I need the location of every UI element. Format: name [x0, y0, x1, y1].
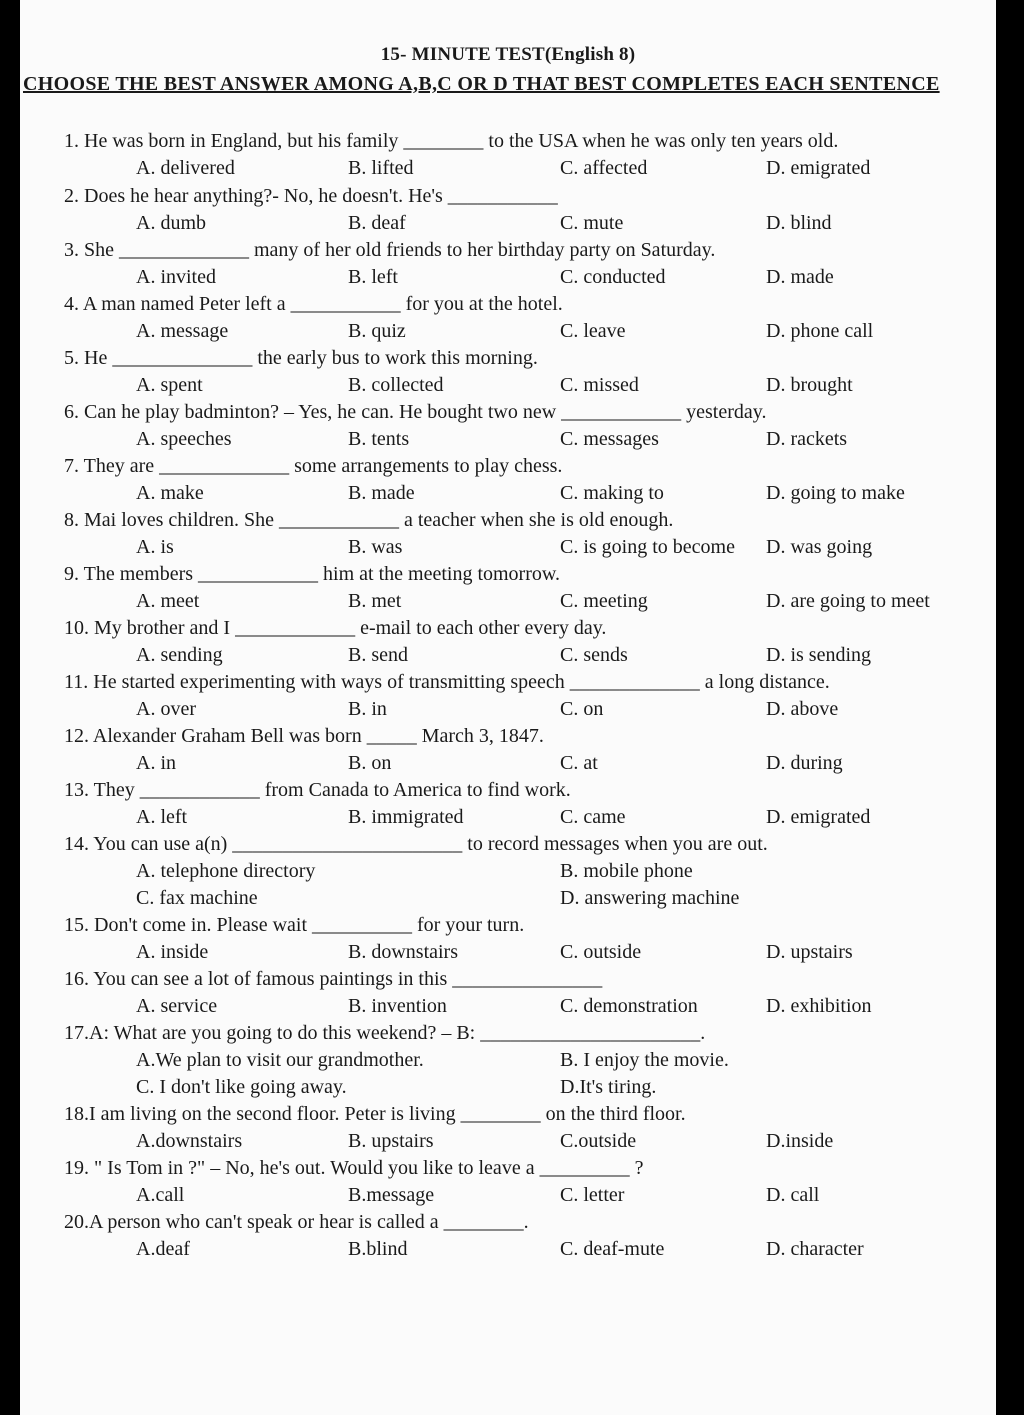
option-b[interactable]: B. was — [348, 536, 403, 558]
option-b[interactable]: B. in — [348, 698, 387, 720]
option-b[interactable]: B. immigrated — [348, 806, 464, 828]
options-row — [20, 1047, 996, 1074]
option-a[interactable]: A. service — [136, 995, 218, 1017]
option-a[interactable]: A.downstairs — [136, 1130, 243, 1152]
option-b[interactable]: B. quiz — [348, 320, 406, 342]
option-c[interactable]: C. mute — [560, 212, 624, 234]
options-row — [20, 1128, 996, 1155]
option-b[interactable]: B. mobile phone — [560, 860, 693, 882]
test-title: 15- MINUTE TEST(English 8) — [380, 44, 636, 65]
option-d[interactable]: D. made — [766, 266, 834, 288]
option-c[interactable]: C. fax machine — [136, 887, 258, 909]
instruction-heading: CHOOSE THE BEST ANSWER AMONG A,B,C OR D THAT BEST COMPLETES EACH SENTENCE — [23, 73, 940, 95]
option-d[interactable]: D. blind — [766, 212, 832, 234]
option-d[interactable]: D.inside — [766, 1130, 834, 1152]
question-stem: 5. He ______________ the early bus to work this morning. — [64, 347, 538, 369]
question-stem: 12. Alexander Graham Bell was born _____ March 3, 1847. — [64, 725, 544, 747]
option-c[interactable]: C. demonstration — [560, 995, 698, 1017]
question-stem: 8. Mai loves children. She ____________ a teacher when she is old enough. — [64, 509, 674, 531]
option-b[interactable]: B. invention — [348, 995, 447, 1017]
options-row — [20, 1182, 996, 1209]
options-row — [20, 426, 996, 453]
option-a[interactable]: A. left — [136, 806, 188, 828]
question-stem: 14. You can use a(n) _______________________ to record messages when you are out. — [64, 833, 768, 855]
option-a[interactable]: A. dumb — [136, 212, 206, 234]
option-c[interactable]: C. on — [560, 698, 604, 720]
option-b[interactable]: B. left — [348, 266, 398, 288]
question-stem: 11. He started experimenting with ways of transmitting speech _____________ a long distance. — [64, 671, 830, 693]
option-b[interactable]: B. met — [348, 590, 402, 612]
options-row — [20, 939, 996, 966]
option-a[interactable]: A.deaf — [136, 1238, 190, 1260]
question-stem: 9. The members ____________ him at the meeting tomorrow. — [64, 563, 561, 585]
option-d[interactable]: D. upstairs — [766, 941, 853, 963]
option-d[interactable]: D. was going — [766, 536, 873, 558]
question-stem: 16. You can see a lot of famous paintings in this _______________ — [64, 968, 603, 990]
options-row — [20, 372, 996, 399]
option-d[interactable]: D. rackets — [766, 428, 848, 450]
option-d[interactable]: D. during — [766, 752, 843, 774]
question-stem: 20.A person who can't speak or hear is called a ________. — [64, 1211, 529, 1233]
option-a[interactable]: A. telephone directory — [136, 860, 316, 882]
option-c[interactable]: C. affected — [560, 157, 648, 179]
question-stem: 2. Does he hear anything?- No, he doesn't. He's ___________ — [64, 185, 558, 207]
option-c[interactable]: C. I don't like going away. — [136, 1076, 347, 1098]
option-c[interactable]: C. deaf-mute — [560, 1238, 665, 1260]
options-row — [20, 858, 996, 885]
option-a[interactable]: A. over — [136, 698, 196, 720]
question-stem: 3. She _____________ many of her old friends to her birthday party on Saturday. — [64, 239, 716, 261]
option-b[interactable]: B. send — [348, 644, 408, 666]
option-a[interactable]: A. is — [136, 536, 174, 558]
options-row — [20, 885, 996, 912]
question-stem: 7. They are _____________ some arrangements to play chess. — [64, 455, 563, 477]
option-c[interactable]: C. conducted — [560, 266, 666, 288]
option-d[interactable]: D.It's tiring. — [560, 1076, 657, 1098]
option-b[interactable]: B. I enjoy the movie. — [560, 1049, 729, 1071]
option-b[interactable]: B.blind — [348, 1238, 408, 1260]
option-b[interactable]: B. deaf — [348, 212, 406, 234]
option-a[interactable]: A.We plan to visit our grandmother. — [136, 1049, 424, 1071]
option-b[interactable]: B. downstairs — [348, 941, 458, 963]
option-c[interactable]: C. letter — [560, 1184, 625, 1206]
option-a[interactable]: A. message — [136, 320, 229, 342]
option-a[interactable]: A. delivered — [136, 157, 235, 179]
option-c[interactable]: C. at — [560, 752, 598, 774]
options-row — [20, 804, 996, 831]
question-stem: 19. " Is Tom in ?" – No, he's out. Would you like to leave a _________ ? — [64, 1157, 644, 1179]
option-d[interactable]: D. brought — [766, 374, 853, 396]
options-row — [20, 210, 996, 237]
option-d[interactable]: D. phone call — [766, 320, 874, 342]
question-stem: 1. He was born in England, but his family ________ to the USA when he was only ten years old. — [64, 130, 839, 152]
question-stem: 4. A man named Peter left a ___________ for you at the hotel. — [64, 293, 563, 315]
options-row — [20, 993, 996, 1020]
option-c[interactable]: C.outside — [560, 1130, 637, 1152]
option-d[interactable]: D. exhibition — [766, 995, 872, 1017]
option-d[interactable]: D. call — [766, 1184, 820, 1206]
option-d[interactable]: D. emigrated — [766, 157, 871, 179]
option-a[interactable]: A. make — [136, 482, 204, 504]
question-stem: 18.I am living on the second floor. Peter is living ________ on the third floor. — [64, 1103, 686, 1125]
option-a[interactable]: A. meet — [136, 590, 200, 612]
question-stem: 10. My brother and I ____________ e-mail to each other every day. — [64, 617, 607, 639]
option-b[interactable]: B. lifted — [348, 157, 414, 179]
option-a[interactable]: A.call — [136, 1184, 185, 1206]
options-row — [20, 1236, 996, 1263]
option-c[interactable]: C. outside — [560, 941, 642, 963]
options-row — [20, 264, 996, 291]
option-b[interactable]: B. tents — [348, 428, 410, 450]
option-d[interactable]: D. is sending — [766, 644, 871, 666]
options-row — [20, 1074, 996, 1101]
options-row — [20, 588, 996, 615]
option-b[interactable]: B. on — [348, 752, 392, 774]
option-d[interactable]: D. answering machine — [560, 887, 740, 909]
option-a[interactable]: A. speeches — [136, 428, 232, 450]
option-c[interactable]: C. sends — [560, 644, 628, 666]
option-d[interactable]: D. character — [766, 1238, 864, 1260]
option-b[interactable]: B.message — [348, 1184, 435, 1206]
test-paper — [20, 0, 996, 1415]
options-row — [20, 318, 996, 345]
option-d[interactable]: D. are going to meet — [766, 590, 930, 612]
option-c[interactable]: C. came — [560, 806, 626, 828]
option-c[interactable]: C. making to — [560, 482, 664, 504]
question-stem: 17.A: What are you going to do this weekend? – B: ______________________. — [64, 1022, 706, 1044]
option-a[interactable]: A. sending — [136, 644, 223, 666]
options-row — [20, 534, 996, 561]
question-stem: 6. Can he play badminton? – Yes, he can. He bought two new ____________ yesterday. — [64, 401, 767, 423]
option-d[interactable]: D. above — [766, 698, 839, 720]
options-row — [20, 750, 996, 777]
option-d[interactable]: D. going to make — [766, 482, 905, 504]
option-b[interactable]: B. upstairs — [348, 1130, 434, 1152]
option-d[interactable]: D. emigrated — [766, 806, 871, 828]
option-c[interactable]: C. is going to become — [560, 536, 735, 558]
question-stem: 13. They ____________ from Canada to America to find work. — [64, 779, 571, 801]
options-row — [20, 155, 996, 182]
option-c[interactable]: C. missed — [560, 374, 639, 396]
option-c[interactable]: C. messages — [560, 428, 659, 450]
option-a[interactable]: A. in — [136, 752, 176, 774]
option-a[interactable]: A. inside — [136, 941, 209, 963]
question-stem: 15. Don't come in. Please wait __________ for your turn. — [64, 914, 525, 936]
options-row — [20, 696, 996, 723]
option-b[interactable]: B. made — [348, 482, 415, 504]
option-a[interactable]: A. spent — [136, 374, 203, 396]
option-c[interactable]: C. meeting — [560, 590, 648, 612]
options-row — [20, 642, 996, 669]
option-a[interactable]: A. invited — [136, 266, 216, 288]
options-row — [20, 480, 996, 507]
option-c[interactable]: C. leave — [560, 320, 626, 342]
option-b[interactable]: B. collected — [348, 374, 444, 396]
